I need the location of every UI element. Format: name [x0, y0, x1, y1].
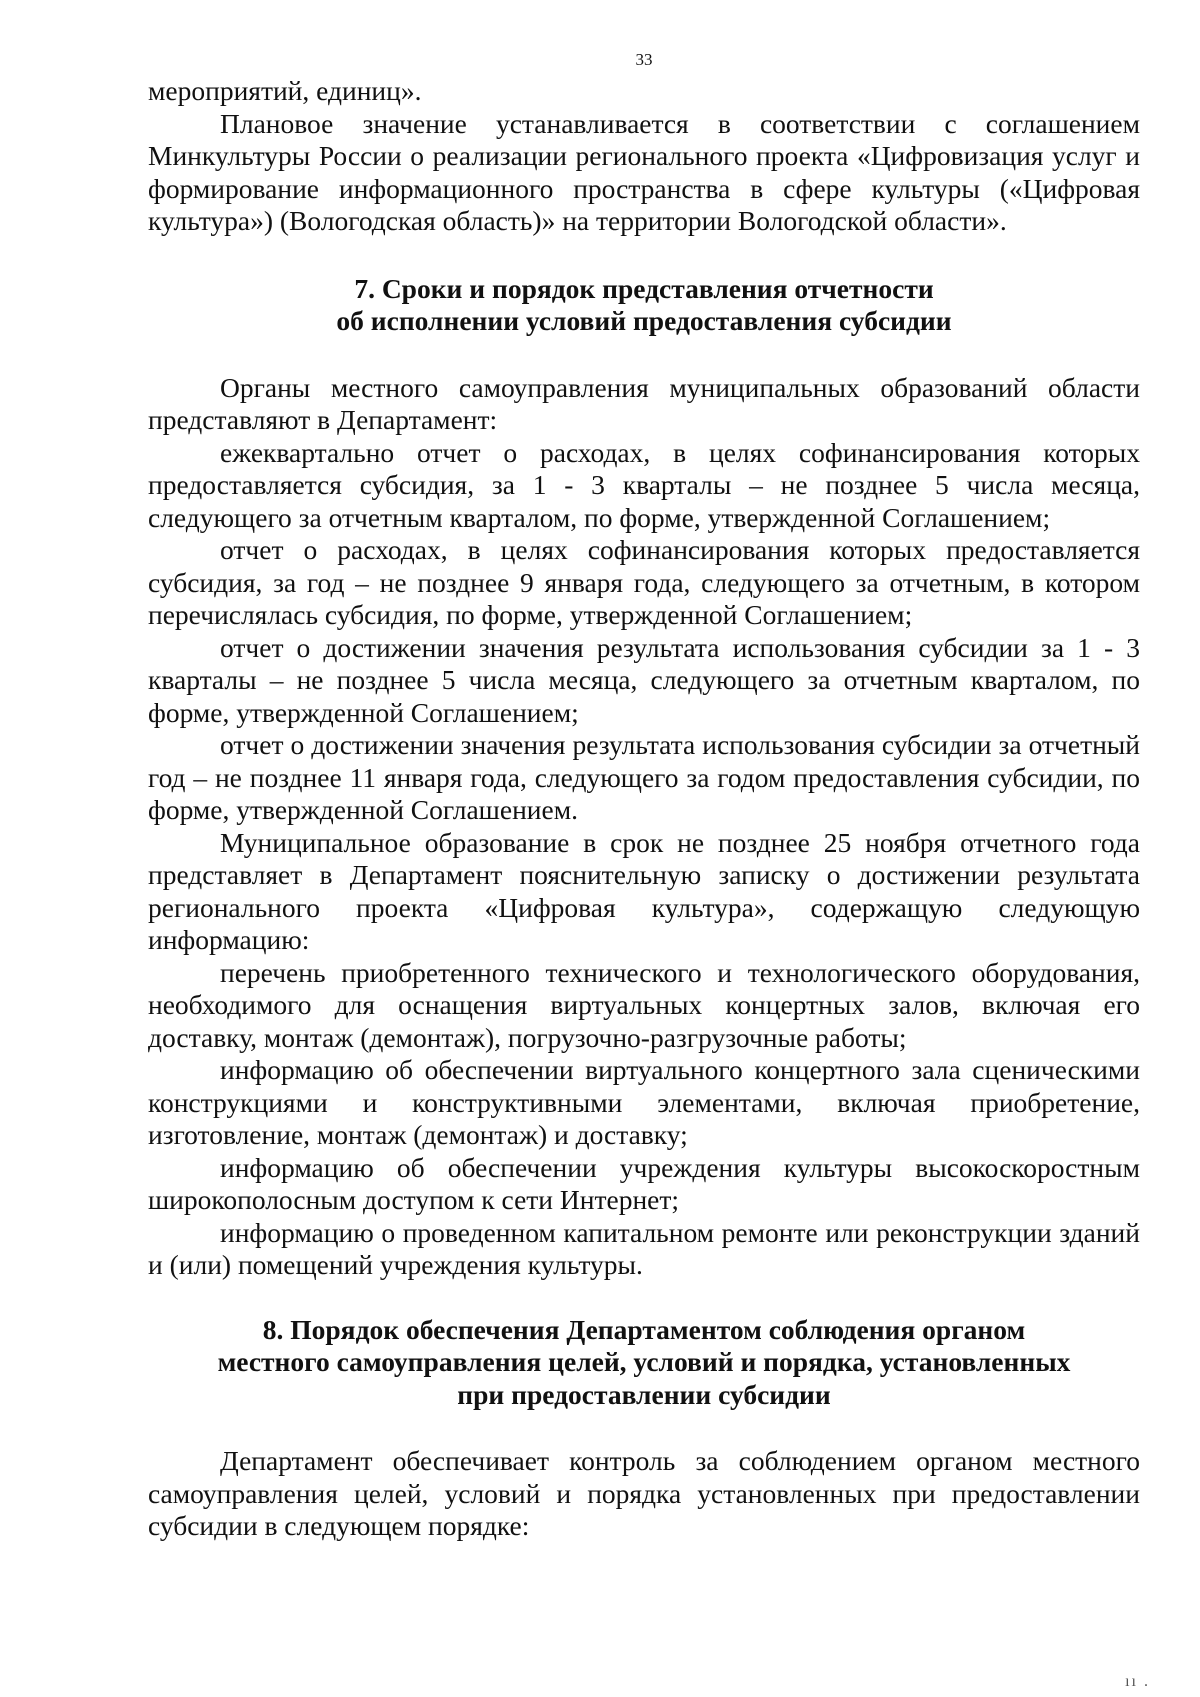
section-8-heading-line-2: местного самоуправления целей, условий и порядка, установленных — [217, 1346, 1071, 1377]
section-7-paragraph: ежеквартально отчет о расходах, в целях софинансирования которых предоставляется субсидия, за 1 - 3 кварталы – не позднее 5 числа месяца, следующего за отчетным кварталом, по форме, утвержденной Соглашением; — [148, 436, 1140, 533]
page-number: 33 — [635, 50, 653, 69]
section-7-paragraph: отчет о расходах, в целях софинансирования которых предоставляется субсидия, за год – не позднее 9 января года, следующего за отчетным, в котором перечислялась субсидия, по форме, утвержденной Соглашением; — [148, 534, 1140, 630]
section-7-paragraph: Муниципальное образование в срок не позднее 25 ноября отчетного года представляет в Департамент пояснительную записку о достижении результата регионального проекта «Цифровая культура», содержащую следующую информацию: — [148, 826, 1140, 955]
section-7-paragraph: перечень приобретенного технического и технологического оборудования, необходимого для оснащения виртуальных концертных залов, включая его доставку, монтаж (демонтаж), погрузочно-разгрузочные работы; — [148, 956, 1140, 1053]
section-7-heading — [148, 273, 1140, 338]
section-8-heading — [148, 1314, 1140, 1412]
section-7-paragraph: информацию об обеспечении виртуального концертного зала сценическими конструкциями и конструктивными элементами, включая приобретение, изготовление, монтаж (демонтаж) и доставку; — [148, 1054, 1140, 1150]
paragraph-planned-value: Плановое значение устанавливается в соответствии с соглашением Минкультуры России о реализации регионального проекта «Цифровизация услуг и формирование информационного пространства в сфере культуры («Цифровая культура») (Вологодская область)» на территории Вологодской области». — [148, 107, 1140, 236]
section-8-paragraph: Департамент обеспечивает контроль за соблюдением органом местного самоуправления целей, условий и порядка установленных при предоставлении субсидии в следующем порядке: — [148, 1445, 1140, 1541]
corner-mark: ıı . — [1125, 1673, 1150, 1690]
paragraph-continuation: мероприятий, единиц». — [148, 75, 422, 106]
document-body — [148, 75, 1140, 1543]
section-7-paragraph: отчет о достижении значения результата использования субсидии за 1 - 3 кварталы – не позднее 5 числа месяца, следующего за отчетным кварталом, по форме, утвержденной Соглашением; — [148, 631, 1140, 728]
section-7-paragraph: информацию о проведенном капитальном ремонте или реконструкции зданий и (или) помещений учреждения культуры. — [148, 1216, 1140, 1280]
section-7-paragraph: отчет о достижении значения результата использования субсидии за отчетный год – не позднее 11 января года, следующего за годом предоставления субсидии, по форме, утвержденной Соглашением. — [148, 729, 1140, 825]
section-8-heading-line-3: при предоставлении субсидии — [457, 1378, 831, 1410]
section-7-heading-line-1: 7. Сроки и порядок представления отчетности — [354, 272, 934, 304]
section-8-heading-line-1: 8. Порядок обеспечения Департаментом соблюдения органом — [262, 1313, 1026, 1345]
section-7-paragraph: Органы местного самоуправления муниципальных образований области представляют в Департамент: — [148, 371, 1140, 435]
section-7-heading-line-2: об исполнении условий предоставления субсидии — [336, 305, 952, 336]
section-7-paragraph: информацию об обеспечении учреждения культуры высокоскоростным широкополосным доступом к сети Интернет; — [148, 1151, 1140, 1215]
